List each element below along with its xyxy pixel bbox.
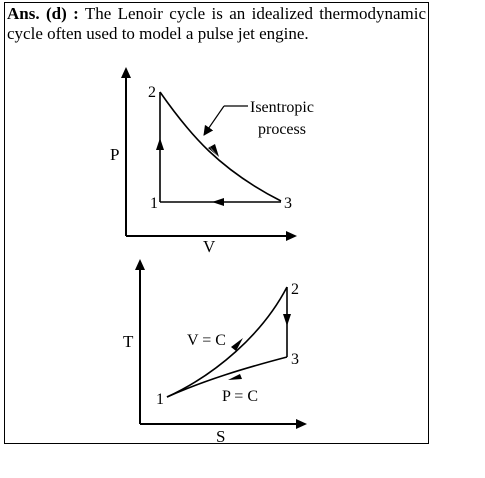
ts-const-pressure-label: P = C — [222, 388, 258, 405]
ts-x-axis-label: S — [216, 427, 226, 446]
pv-point-3-label: 3 — [284, 195, 292, 212]
pv-annotation-pointer — [204, 106, 224, 135]
ts-x-axis-arrowhead — [296, 419, 307, 429]
ts-point-2-label: 2 — [291, 281, 299, 298]
answer-label: Ans. (d) : — [7, 4, 79, 23]
pv-y-axis-label: P — [110, 145, 120, 164]
ts-diagram — [123, 259, 307, 446]
pv-arrow-3-1 — [212, 198, 224, 206]
ts-arrow-2-3 — [283, 314, 291, 326]
ts-point-1-label: 1 — [156, 391, 164, 408]
pv-annotation-line1: Isentropic — [250, 99, 314, 116]
pv-annotation-line2: process — [258, 121, 306, 138]
pv-y-axis-arrowhead — [121, 67, 131, 78]
ts-arrow-1-2 — [231, 338, 243, 351]
ts-point-3-label: 3 — [291, 351, 299, 368]
pv-x-axis-label: V — [203, 237, 216, 256]
ts-const-volume-label: V = C — [187, 332, 226, 349]
pv-arrow-1-2 — [156, 138, 164, 150]
answer-body: The Lenoir cycle is an idealized thermodynamic cycle often used to model a pulse jet engine. — [7, 4, 427, 43]
ts-process-1-2 — [167, 287, 287, 397]
pv-point-2-label: 2 — [148, 84, 156, 101]
ts-y-axis-label: T — [123, 332, 134, 351]
pv-diagram — [110, 67, 314, 256]
ts-y-axis-arrowhead — [135, 259, 145, 270]
ts-arrow-3-1 — [228, 374, 242, 380]
pv-point-1-label: 1 — [150, 195, 158, 212]
pv-x-axis-arrowhead — [286, 231, 297, 241]
